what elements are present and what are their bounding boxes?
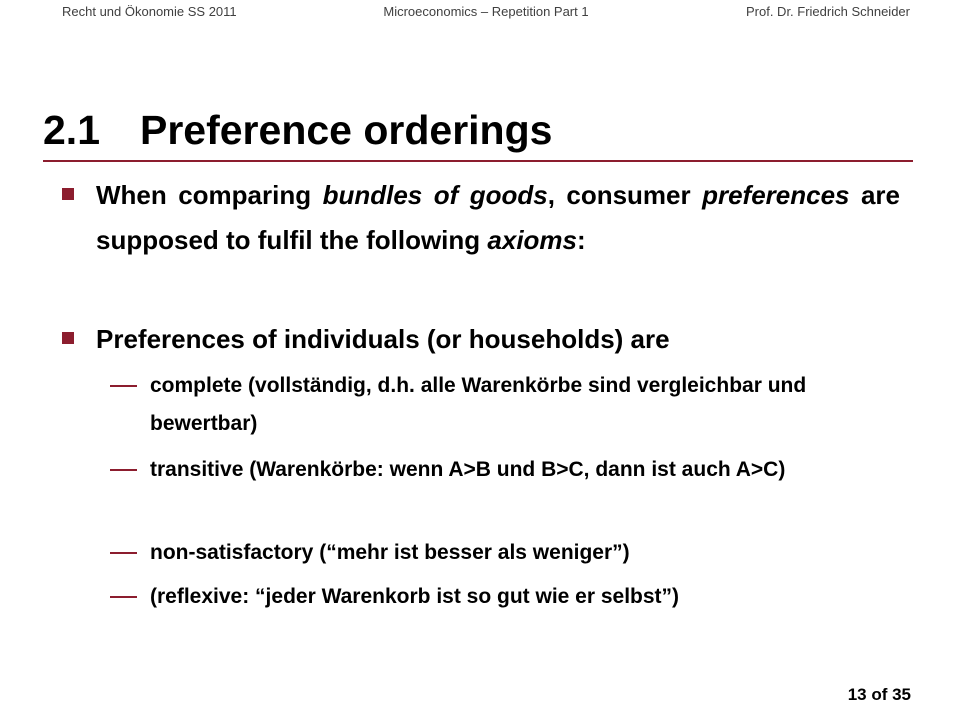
subitem-reflexive: (reflexive: “jeder Warenkorb ist so gut wie er selbst”): [150, 585, 680, 608]
bullet-text: When comparing: [96, 180, 323, 210]
page-number: 13 of 35: [847, 685, 911, 704]
header-course: Recht und Ökonomie SS 2011: [62, 4, 237, 19]
bullet-emph-bundles: bundles of goods: [322, 180, 548, 210]
title-text: Preference orderings: [140, 107, 553, 153]
slide-title: [43, 104, 913, 156]
subitem-transitive: transitive (Warenkörbe: wenn A>B und B>C, dann ist auch A>C): [150, 458, 786, 481]
title-divider: [43, 160, 913, 162]
bullet-text: are supposed to fulfil the following: [96, 180, 900, 255]
bullet-text: :: [577, 225, 586, 255]
bullet-emph-axioms: axioms: [487, 225, 578, 255]
bullet-text: , consumer: [547, 180, 703, 210]
dash-bullet-icon: [110, 552, 137, 554]
header-author: Prof. Dr. Friedrich Schneider: [745, 4, 910, 19]
bullet-axioms: [96, 173, 900, 263]
slide-header: [62, 4, 910, 24]
subitem-non-satisfactory: non-satisfactory (“mehr ist besser als weniger”): [150, 541, 630, 564]
square-bullet-icon: [62, 332, 74, 344]
dash-bullet-icon: [110, 596, 137, 598]
header-topic: Microeconomics – Repetition Part 1: [383, 4, 589, 19]
subitem-complete: complete (vollständig, d.h. alle Warenkörbe sind vergleichbar und bewertbar): [150, 374, 807, 435]
dash-bullet-icon: [110, 385, 137, 387]
bullet-preferences: Preferences of individuals (or households) are: [96, 324, 670, 354]
bullet-emph-preferences: preferences: [702, 180, 850, 210]
square-bullet-icon: [62, 188, 74, 200]
section-number: 2.1: [43, 107, 100, 153]
dash-bullet-icon: [110, 469, 137, 471]
